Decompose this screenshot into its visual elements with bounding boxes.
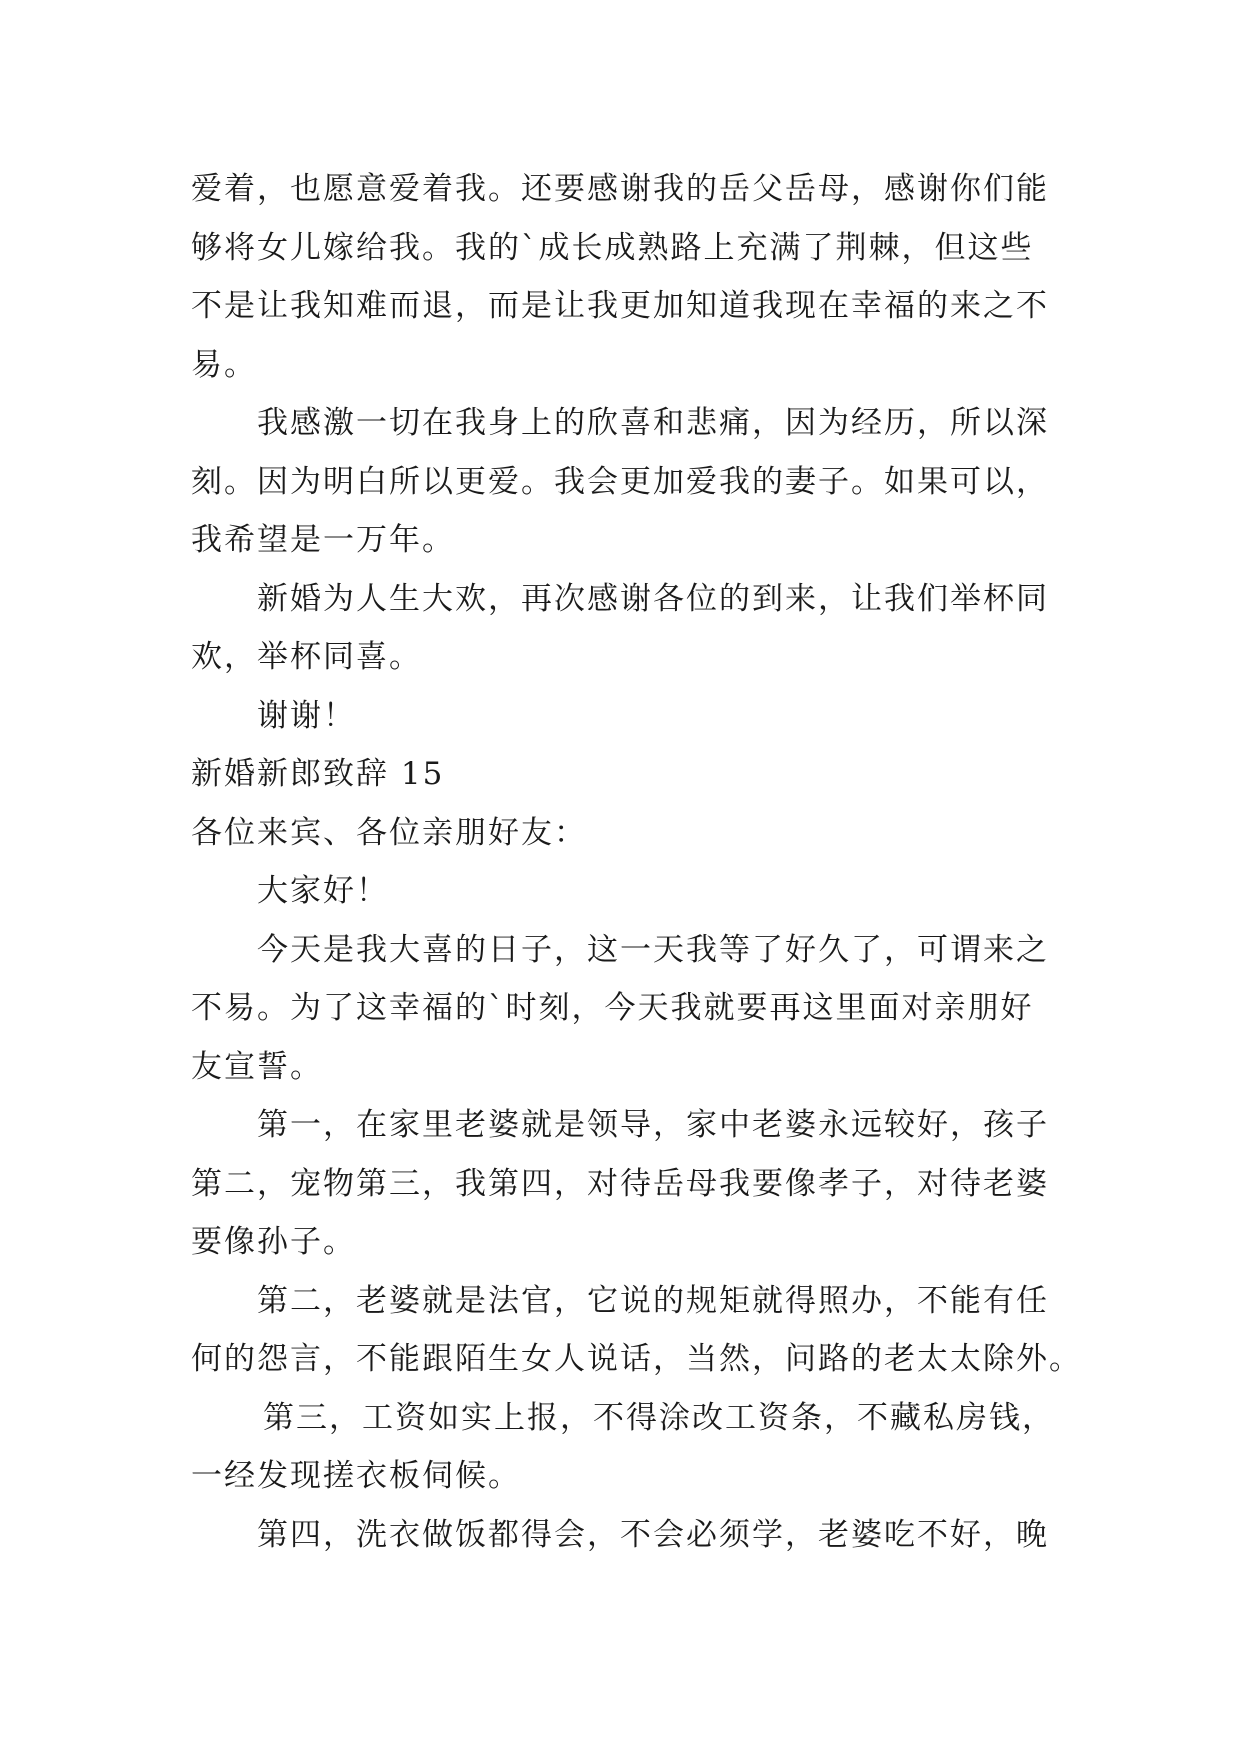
section-heading: 新婚新郎致辞 15 xyxy=(191,756,445,792)
document-body xyxy=(191,160,1082,1564)
paragraph-start-line: 第二，老婆就是法官，它说的规矩就得照办，不能有任 xyxy=(257,1282,1049,1319)
paragraph-start-line: 第三，工资如实上报，不得涂改工资条，不藏私房钱， xyxy=(263,1399,1055,1436)
text-line: 一经发现搓衣板伺候。 xyxy=(191,1458,521,1494)
paragraph-start-line: 我感激一切在我身上的欣喜和悲痛，因为经历，所以深 xyxy=(257,405,1049,441)
text-line: 爱着，也愿意爱着我。还要感谢我的岳父岳母，感谢你们能 xyxy=(191,171,1049,207)
text-line: 友宣誓。 xyxy=(191,1048,323,1085)
text-line: 要像孙子。 xyxy=(191,1224,356,1260)
text-line: 我希望是一万年。 xyxy=(191,522,455,558)
paragraph-start-line: 第一，在家里老婆就是领导，家中老婆永远较好，孩子 xyxy=(257,1107,1049,1143)
text-line: 第二，宠物第三，我第四，对待岳母我要像孝子，对待老婆 xyxy=(191,1165,1049,1202)
greeting-line: 大家好！ xyxy=(257,873,389,909)
text-line: 何的怨言，不能跟陌生女人说话，当然，问路的老太太除外。 xyxy=(191,1341,1082,1377)
text-line: 够将女儿嫁给我。我的`成长成熟路上充满了荆棘，但这些 xyxy=(191,229,1034,266)
thanks-line: 谢谢！ xyxy=(257,697,356,734)
salutation-line: 各位来宾、各位亲朋好友： xyxy=(191,814,587,851)
text-line: 不易。为了这幸福的`时刻，今天我就要再这里面对亲朋好 xyxy=(191,990,1034,1026)
text-line: 不是让我知难而退，而是让我更加知道我现在幸福的来之不 xyxy=(191,288,1049,324)
text-line: 易。 xyxy=(191,346,257,383)
paragraph-start-line: 今天是我大喜的日子，这一天我等了好久了，可谓来之 xyxy=(257,931,1049,968)
paragraph-start-line: 新婚为人生大欢，再次感谢各位的到来，让我们举杯同 xyxy=(257,580,1049,617)
text-line: 欢，举杯同喜。 xyxy=(191,639,422,675)
text-line: 刻。因为明白所以更爱。我会更加爱我的妻子。如果可以， xyxy=(191,463,1049,500)
paragraph-start-line: 第四，洗衣做饭都得会，不会必须学，老婆吃不好，晚 xyxy=(257,1516,1049,1553)
